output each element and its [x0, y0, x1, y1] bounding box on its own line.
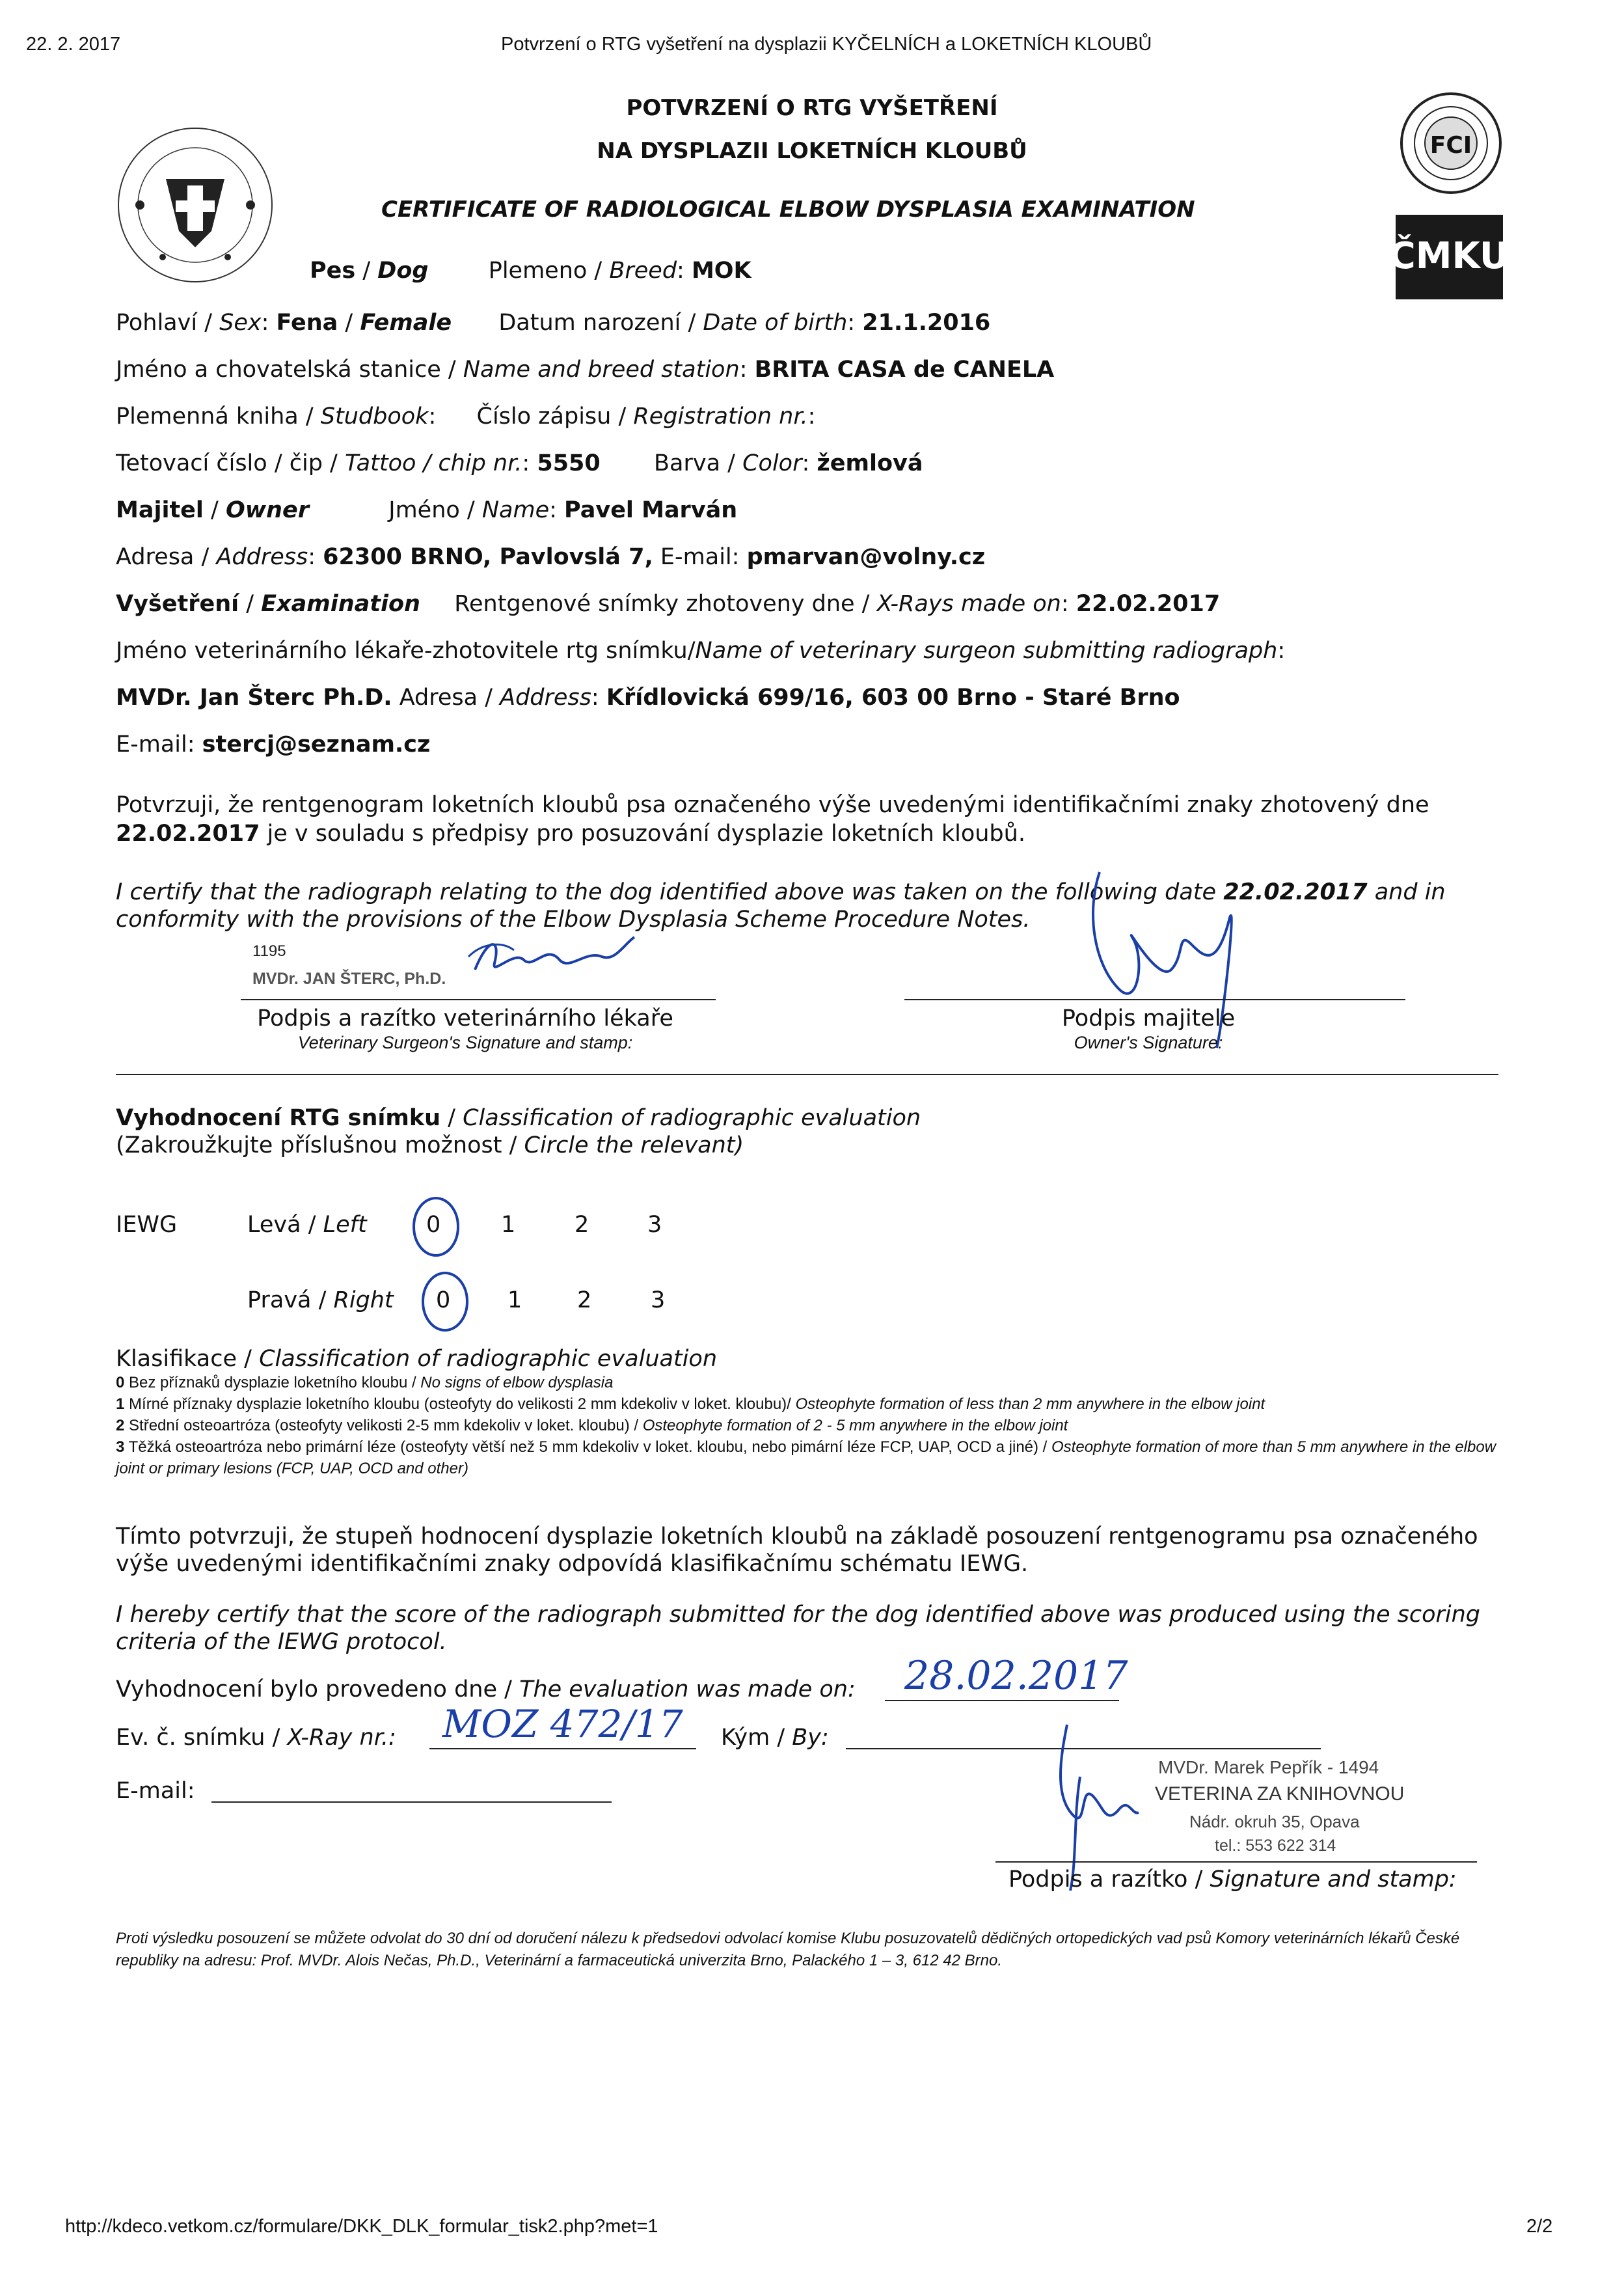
vet-signature-line: [241, 999, 716, 1000]
print-page-number: 2/2: [1526, 2216, 1553, 2237]
vet-caption-cz: Podpis a razítko veterinárního lékaře: [257, 1005, 673, 1032]
dog-section: Pes / Dog Plemeno / Breed: MOK: [310, 258, 751, 284]
iewg-label: IEWG: [116, 1212, 178, 1238]
xray-nr-label: Ev. č. snímku / X-Ray nr.:: [116, 1725, 396, 1751]
evaluator-signature-line: [995, 1861, 1477, 1863]
owner-address-row: Adresa / Address: 62300 BRNO, Pavlovslá 7, E-mail: pmarvan@volny.cz: [116, 544, 986, 570]
vet-name-value: MVDr. Jan Šterc Ph.D.: [116, 685, 392, 711]
studbook-row: Plemenná kniha / Studbook: Číslo zápisu / Registration nr.:: [116, 403, 816, 430]
breed-value: MOK: [691, 258, 751, 284]
appeal-note: Proti výsledku posouzení se můžete odvolat do 30 dní od doručení nálezu k předsedovi odvolací komise Klubu posuzovatelů dědičných ortopedických vad psů Komory veterinárních lékařů České republiky na adresu: Prof. MVDr. Alois Nečas, Ph.D., Veterinární a farmaceutická univerzita Brno, Palackého 1 – 3, 612 42 Brno.: [116, 1930, 1460, 1969]
right-grade-2[interactable]: 2: [577, 1287, 592, 1313]
print-date: 22. 2. 2017: [26, 34, 121, 55]
left-grade-selected-circle: [409, 1191, 467, 1265]
circle-instruction: (Zakroužkujte příslušnou možnost / Circle the relevant): [116, 1132, 744, 1158]
dog-name-value: BRITA CASA de CANELA: [754, 357, 1055, 383]
classification-item: 3 Těžká osteoartróza nebo primární léze (osteofyty větší než 5 mm kdekoliv v loket. kloubu, nebo pimární léze FCP, UAP, OCD a jiné) / Osteophyte formation of more than 5 mm anywhere in the elbow joint or primary lesions (FCP, UAP, OCD and other): [116, 1438, 1496, 1477]
dob-value: 21.1.2016: [862, 310, 991, 336]
evaluator-email-line: [211, 1801, 612, 1803]
vet-email-row: E-mail: stercj@seznam.cz: [116, 731, 431, 758]
score-certify-cz: Tímto potvrzuji, že stupeň hodnocení dysplazie loketních kloubů na základě posouzení rentgenogramu psa označeného výše uvedenými identifikačními znaky odpovídá klasifikačnímu schématu IEWG.: [116, 1524, 1478, 1577]
title-english: CERTIFICATE OF RADIOLOGICAL ELBOW DYSPLASIA EXAMINATION: [381, 197, 1195, 223]
certify-en: I certify that the radiograph relating to the dog identified above was taken on the following date 22.02.2017 and in conformity with the provisions of the Elbow Dysplasia Scheme Procedure Notes.: [116, 879, 1446, 933]
left-elbow-label: Levá / Left: [247, 1212, 367, 1238]
dog-name-row: Jméno a chovatelská stanice / Name and breed station: BRITA CASA de CANELA: [116, 357, 1055, 383]
left-grade-3[interactable]: 3: [647, 1212, 662, 1238]
svg-text:FCI: FCI: [1429, 132, 1472, 159]
evaluator-stamp-line3: Nádr. okruh 35, Opava: [1189, 1812, 1360, 1831]
owner-caption-en: Owner's Signature:: [1074, 1033, 1223, 1052]
owner-address-value: 62300 BRNO, Pavlovslá 7,: [323, 544, 653, 570]
right-grade-3[interactable]: 3: [651, 1287, 666, 1313]
owner-signature-line: [904, 999, 1405, 1000]
right-grade-selected-circle: [416, 1266, 475, 1340]
by-label: Kým / By:: [721, 1725, 829, 1751]
vet-caption-en: Veterinary Surgeon's Signature and stamp:: [297, 1033, 633, 1052]
owner-name-value: Pavel Marván: [564, 497, 738, 523]
cmku-logo: [1388, 215, 1509, 299]
svg-text:ČMKU: ČMKU: [1388, 235, 1509, 277]
xray-nr-line: [429, 1748, 696, 1749]
owner-row: Majitel / Owner Jméno / Name: Pavel Marván: [116, 497, 738, 523]
sex-dob-row: Pohlaví / Sex: Fena / Female Datum narození / Date of birth: 21.1.2016: [116, 310, 991, 336]
xray-nr-value: MOZ 472/17: [442, 1702, 683, 1746]
score-certify-en: I hereby certify that the score of the radiograph submitted for the dog identified above was produced using the scoring criteria of the IEWG protocol.: [116, 1602, 1481, 1655]
right-elbow-label: Pravá / Right: [247, 1287, 394, 1313]
evaluator-stamp-line1: MVDr. Marek Pepřík - 1494: [1158, 1757, 1379, 1777]
right-grade-0[interactable]: 0: [436, 1287, 451, 1313]
right-grade-1[interactable]: 1: [508, 1287, 522, 1313]
title-line-1: POTVRZENÍ O RTG VYŠETŘENÍ: [626, 95, 998, 121]
evaluation-date-label: Vyhodnocení bylo provedeno dne / The evaluation was made on:: [116, 1676, 856, 1702]
vet-email-value: stercj@seznam.cz: [202, 731, 431, 758]
evaluator-caption: Podpis a razítko / Signature and stamp:: [1008, 1866, 1457, 1893]
xray-date-value: 22.02.2017: [1076, 591, 1221, 617]
left-grade-1[interactable]: 1: [501, 1212, 516, 1238]
evaluator-stamp-line4: tel.: 553 622 314: [1215, 1837, 1336, 1855]
tattoo-row: Tetovací číslo / čip / Tattoo / chip nr.: 5550 Barva / Color: žemlová: [116, 450, 923, 476]
section-divider: [116, 1074, 1498, 1075]
tattoo-value: 5550: [537, 450, 601, 476]
certify-cz: Potvrzuji, že rentgenogram loketních kloubů psa označeného výše uvedenými identifikačními znaky zhotovený dne 22.02.2017 je v souladu s předpisy pro posuzování dysplazie loketních kloubů.: [116, 792, 1429, 847]
vet-label-row: Jméno veterinárního lékaře-zhotovitele rtg snímku/Name of veterinary surgeon submitting radiograph:: [116, 638, 1286, 664]
classification-item: 2 Střední osteoartróza (osteofyty velikosti 2-5 mm kdekoliv v loket. kloubu) / Osteophyte formation of 2 - 5 mm anywhere in the elbow joint: [116, 1417, 1068, 1434]
color-value: žemlová: [817, 450, 923, 476]
classification-item: 1 Mírné příznaky dysplazie loketního kloubu (osteofyty do velikosti 2 mm kdekoliv v loket. kloubu)/ Osteophyte formation of less than 2 mm anywhere in the elbow joint: [116, 1395, 1265, 1413]
print-url[interactable]: http://kdeco.vetkom.cz/formulare/DKK_DLK_formular_tisk2.php?met=1: [65, 2216, 658, 2237]
title-line-2: NA DYSPLAZII LOKETNÍCH KLOUBŮ: [597, 138, 1027, 164]
evaluation-date-line: [885, 1700, 1119, 1701]
classification-heading: Klasifikace / Classification of radiographic evaluation: [116, 1346, 718, 1372]
classification-list: [116, 1372, 1508, 1479]
vet-stamp-number: 1195: [252, 942, 286, 960]
evaluator-stamp-line2: VETERINA ZA KNIHOVNOU: [1155, 1783, 1405, 1805]
left-grade-2[interactable]: 2: [575, 1212, 589, 1238]
evaluation-heading: Vyhodnocení RTG snímku / Classification of radiographic evaluation: [116, 1105, 921, 1131]
evaluator-email-label: E-mail:: [116, 1778, 195, 1804]
owner-email-value: pmarvan@volny.cz: [746, 544, 986, 570]
evaluation-date-value: 28.02.2017: [904, 1653, 1128, 1699]
vet-address-value: Křídlovická 699/16, 603 00 Brno - Staré Brno: [606, 685, 1180, 711]
print-title: Potvrzení o RTG vyšetření na dysplazii KYČELNÍCH a LOKETNÍCH KLOUBŮ: [501, 34, 1152, 55]
left-grade-0[interactable]: 0: [426, 1212, 441, 1238]
classification-item: 0 Bez příznaků dysplazie loketního kloubu / No signs of elbow dysplasia: [116, 1374, 614, 1391]
vet-signature: [462, 931, 638, 985]
vet-stamp-name: MVDr. JAN ŠTERC, Ph.D.: [252, 970, 446, 988]
owner-caption-cz: Podpis majitele: [1061, 1005, 1236, 1032]
examination-row: Vyšetření / Examination Rentgenové snímky zhotoveny dne / X-Rays made on: 22.02.2017: [116, 591, 1221, 617]
vet-row: MVDr. Jan Šterc Ph.D. Adresa / Address: Křídlovická 699/16, 603 00 Brno - Staré Brno: [116, 685, 1180, 711]
